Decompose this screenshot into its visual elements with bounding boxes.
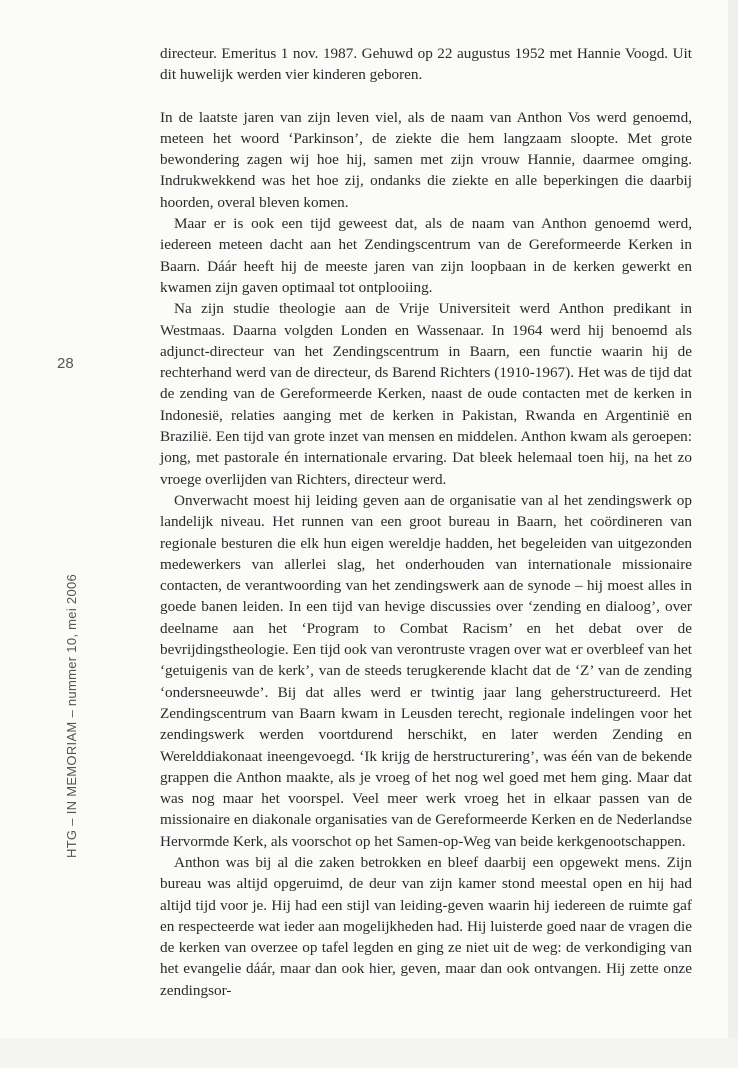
paragraph: In de laatste jaren van zijn leven viel, als de naam van Anthon Vos werd genoemd, meteen het woord ‘Parkinson’, de ziekte die hem langzaam sloopte. Met grote bewondering zagen wij hoe hij, samen met zijn vrouw Hannie, daarmee omging. Indrukwekkend was het hoe zij, ondanks die ziekte en alle beperkingen die daarbij hoorden, overal bleven komen. <box>160 108 692 211</box>
page-bottom-margin <box>0 1038 738 1068</box>
paragraph: Na zijn studie theologie aan de Vrije Universiteit werd Anthon predikant in Westmaas. Daarna volgden Londen en Wassenaar. In 1964 werd hij benoemd als adjunct-directeur van het Zendingscentrum in Baarn, een functie waarin hij de rechterhand werd van de directeur, ds Barend Richters (1910-1967). Het was de tijd dat de zending van de Gereformeerde Kerken, naast de oude contacten met de kerken in Indonesië, relaties aanging met de kerken in Pakistan, Rwanda en Argentinië en Brazilië. Een tijd van grote inzet van mensen en middelen. Anthon kwam als geroepen: jong, met pastorale én internationale ervaring. Dat bleek helemaal toen hij, na het zo vroege overlijden van Richters, directeur werd. <box>160 300 692 488</box>
page-edge-shadow <box>728 0 738 1068</box>
page-number: 28 <box>57 355 74 372</box>
paragraph: Anthon was bij al die zaken betrokken en bleef daarbij een opgewekt mens. Zijn bureau was altijd opgeruimd, de deur van zijn kamer stond meestal open en hij had altijd tijd voor je. Hij had een stijl van leiding-geven waarin hij iedereen de ruimte gaf en respecteerde wat ieder aan mogelijkheden had. Hij luisterde goed naar de vragen die de kerken van overzee op tafel legden en ging ze niet uit de weg: de verkondiging van het evangelie dáár, maar dan ook hier, geven, maar dan ook ontvangen. Hij zette onze zendingsor- <box>160 853 692 999</box>
running-head: HTG – IN MEMORIAM – nummer 10, mei 2006 <box>64 573 79 858</box>
paragraph: directeur. Emeritus 1 nov. 1987. Gehuwd op 22 augustus 1952 met Hannie Voogd. Uit dit huwelijk werden vier kinderen geboren. <box>160 45 692 84</box>
paragraph: Maar er is ook een tijd geweest dat, als de naam van Anthon genoemd werd, iedereen meteen dacht aan het Zendingscentrum van de Gereformeerde Kerken in Baarn. Dáár heeft hij de meeste jaren van zijn loopbaan in de kerken gewerkt en kwamen zijn gaven optimaal tot ontplooiing. <box>160 215 692 296</box>
paragraph: Onverwacht moest hij leiding geven aan de organisatie van al het zendingswerk op landelijk niveau. Het runnen van een groot bureau in Baarn, het coördineren van regionale besturen die elk hun eigen wereldje hadden, het begeleiden van uitgezonden medewerkers van allerlei slag, het onderhouden van internationale missionaire contacten, de verantwoording van het zendingswerk aan de synode – hij moest alles in goede banen leiden. In een tijd van hevige discussies over ‘zending en dialoog’, over deelname aan het ‘Program to Combat Racism’ en het debat over de bevrijdingstheologie. Een tijd ook van verontruste vragen over wat er overbleef van het ‘getuigenis van de kerk’, van de steeds terugkerende klacht dat de ‘Z’ van de zending ‘ondersneeuwde’. Bij dat alles werd er twintig jaar lang geherstructureerd. Het Zendingscentrum van Baarn kwam in Leusden terecht, regionale indelingen voor het zendingswerk werden voortdurend herschikt, en later werden Zending en Werelddiakonaat ineengevoegd. ‘Ik krijg de herstructurering’, was één van de bekende grappen die Anthon maakte, als je vroeg of het nog wel goed met hem ging. Maar dat was nog maar het voorspel. Veel meer werk vroeg het in elkaar passen van de missionaire en diakonale organisaties van de Gereformeerde Kerken en de Nederlandse Hervormde Kerk, als voorschot op het Samen-op-Weg van beide kerkgenootschappen. <box>160 491 692 850</box>
body-text <box>160 43 692 1001</box>
